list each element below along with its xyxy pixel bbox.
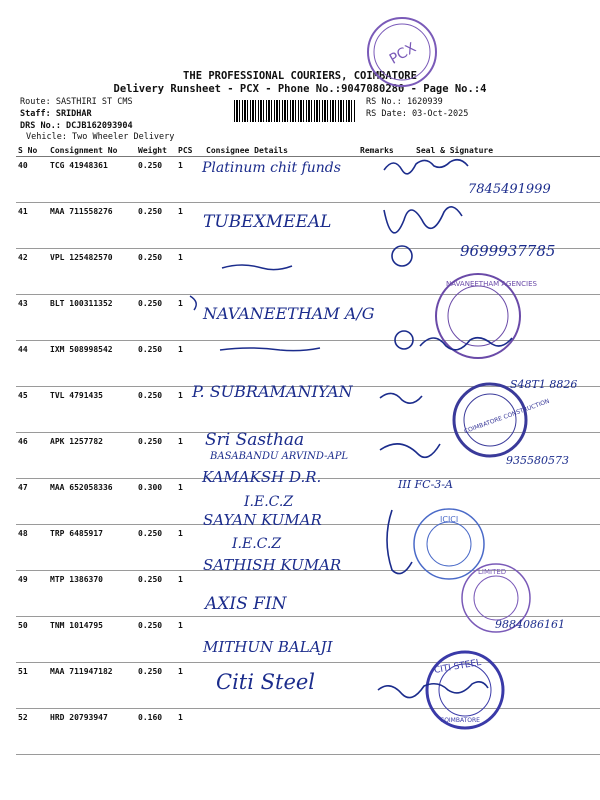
row-pcs: 1 — [176, 571, 204, 617]
row-pcs: 1 — [176, 387, 204, 433]
limited-stamp-text: LIMITED — [478, 568, 507, 576]
col-remarks: Remarks — [358, 144, 414, 157]
row-weight: 0.250 — [136, 157, 176, 203]
row-pcs: 1 — [176, 341, 204, 387]
row-sno: 47 — [16, 479, 48, 525]
handwriting-r47-name1: BASABANDU ARVIND-APL — [210, 451, 349, 462]
col-consignee: Consignee Details — [204, 144, 358, 157]
handwriting-r47-name2: KAMAKSH D.R. — [202, 468, 322, 486]
col-consignment: Consignment No — [48, 144, 136, 157]
handwriting-r49-co: I.E.C.Z — [232, 536, 282, 552]
row-consignment-no: BLT 100311352 — [48, 295, 136, 341]
handwriting-r49-name: SATHISH KUMAR — [203, 556, 342, 574]
citisteel-stamp-city: COIMBATORE — [440, 717, 480, 724]
row-sno: 40 — [16, 157, 48, 203]
col-weight: Weight — [136, 144, 176, 157]
rs-date: RS Date: 03-Oct-2025 — [366, 109, 469, 119]
row-consignment-no: HRD 20793947 — [48, 709, 136, 755]
row-consignment-no: VPL 125482570 — [48, 249, 136, 295]
handwriting-r45-name: P. SUBRAMANIYAN — [192, 382, 353, 401]
route-label: Route: SASTHIRI ST CMS — [20, 97, 133, 107]
row-pcs: 1 — [176, 295, 204, 341]
handwriting-r52-name: Citi Steel — [216, 670, 316, 694]
runsheet-title: Delivery Runsheet - PCX - Phone No.:9047080280 - Page No.:4 — [113, 83, 487, 95]
row-pcs: 1 — [176, 617, 204, 663]
row-consignment-no: MAA 652058336 — [48, 479, 136, 525]
row-sno: 50 — [16, 617, 48, 663]
row-pcs: 1 — [176, 203, 204, 249]
squiggle-42 — [222, 265, 292, 270]
row-pcs: 1 — [176, 479, 204, 525]
row-consignment-no: IXM 508998542 — [48, 341, 136, 387]
handwriting-r45-ref: S48T1 8826 — [510, 378, 578, 391]
row-sno: 49 — [16, 571, 48, 617]
handwriting-r50-name: AXIS FIN — [205, 594, 287, 614]
handwriting-r48-name: SAYAN KUMAR — [203, 511, 322, 529]
squiggle-44 — [220, 348, 320, 351]
row-weight: 0.250 — [136, 387, 176, 433]
squiggle-43-mark — [190, 296, 196, 310]
row-pcs: 1 — [176, 525, 204, 571]
row-sno: 48 — [16, 525, 48, 571]
handwriting-r43-name: NAVANEETHAM A/G — [203, 304, 375, 323]
row-pcs: 1 — [176, 663, 204, 709]
icici-stamp-text: ICICI — [440, 515, 459, 524]
row-consignment-no: APK 1257782 — [48, 433, 136, 479]
row-sno: 52 — [16, 709, 48, 755]
row-pcs: 1 — [176, 249, 204, 295]
row-pcs: 1 — [176, 433, 204, 479]
row-sno: 43 — [16, 295, 48, 341]
handwriting-r47-note: III FC-3-A — [398, 478, 453, 491]
handwriting-r48-co: I.E.C.Z — [244, 494, 294, 510]
pcx-stamp-text: PCX — [386, 39, 419, 68]
navaneetham-stamp-text: NAVANEETHAM AGENCIES — [446, 280, 537, 288]
row-sno: 46 — [16, 433, 48, 479]
row-consignment-no: TVL 4791435 — [48, 387, 136, 433]
row-weight: 0.160 — [136, 709, 176, 755]
row-consignment-no: MAA 711947182 — [48, 663, 136, 709]
handwriting-r40-phone: 7845491999 — [468, 182, 551, 197]
drs-number: DRS No.: DCJB162093904 — [20, 121, 133, 131]
handwriting-r40-name: Platinum chit funds — [202, 160, 341, 176]
row-sno: 51 — [16, 663, 48, 709]
row-sno: 45 — [16, 387, 48, 433]
row-consignment-no: TRP 6485917 — [48, 525, 136, 571]
row-consignment-no: TCG 41948361 — [48, 157, 136, 203]
row-weight: 0.250 — [136, 525, 176, 571]
handwriting-r46-name: Sri Sasthaa — [205, 430, 305, 450]
col-sno: S No — [16, 144, 48, 157]
row-pcs: 1 — [176, 157, 204, 203]
row-weight: 0.250 — [136, 295, 176, 341]
row-weight: 0.250 — [136, 617, 176, 663]
row-sno: 41 — [16, 203, 48, 249]
handwriting-r42-phone: 9699937785 — [460, 242, 556, 260]
row-weight: 0.250 — [136, 249, 176, 295]
handwriting-r51-name: MITHUN BALAJI — [203, 638, 333, 656]
row-weight: 0.250 — [136, 433, 176, 479]
row-consignment-no: MTP 1386370 — [48, 571, 136, 617]
row-sno: 42 — [16, 249, 48, 295]
staff-label: Staff: SRIDHAR — [20, 109, 92, 119]
row-weight: 0.250 — [136, 571, 176, 617]
handwriting-r51-phone: 9884086161 — [495, 618, 565, 631]
row-weight: 0.250 — [136, 341, 176, 387]
company-name: THE PROFESSIONAL COURIERS, COIMBATORE — [183, 70, 417, 82]
row-consignment-no: TNM 1014795 — [48, 617, 136, 663]
col-signature: Seal & Signature — [414, 144, 600, 157]
row-weight: 0.250 — [136, 203, 176, 249]
col-pcs: PCS — [176, 144, 204, 157]
row-pcs: 1 — [176, 709, 204, 755]
row-weight: 0.300 — [136, 479, 176, 525]
rs-number: RS No.: 1620939 — [366, 97, 443, 107]
row-sno: 44 — [16, 341, 48, 387]
handwriting-r47-phone: 935580573 — [506, 454, 569, 467]
vehicle-label: Vehicle: Two Wheeler Delivery — [26, 132, 175, 142]
row-consignment-no: MAA 711558276 — [48, 203, 136, 249]
handwriting-r41-name: TUBEXMEEAL — [203, 212, 332, 232]
construction-stamp-text: COIMBATORE CONSTRUCTION — [463, 397, 551, 436]
row-weight: 0.250 — [136, 663, 176, 709]
citisteel-stamp-text: CITI STEEL — [433, 657, 482, 676]
